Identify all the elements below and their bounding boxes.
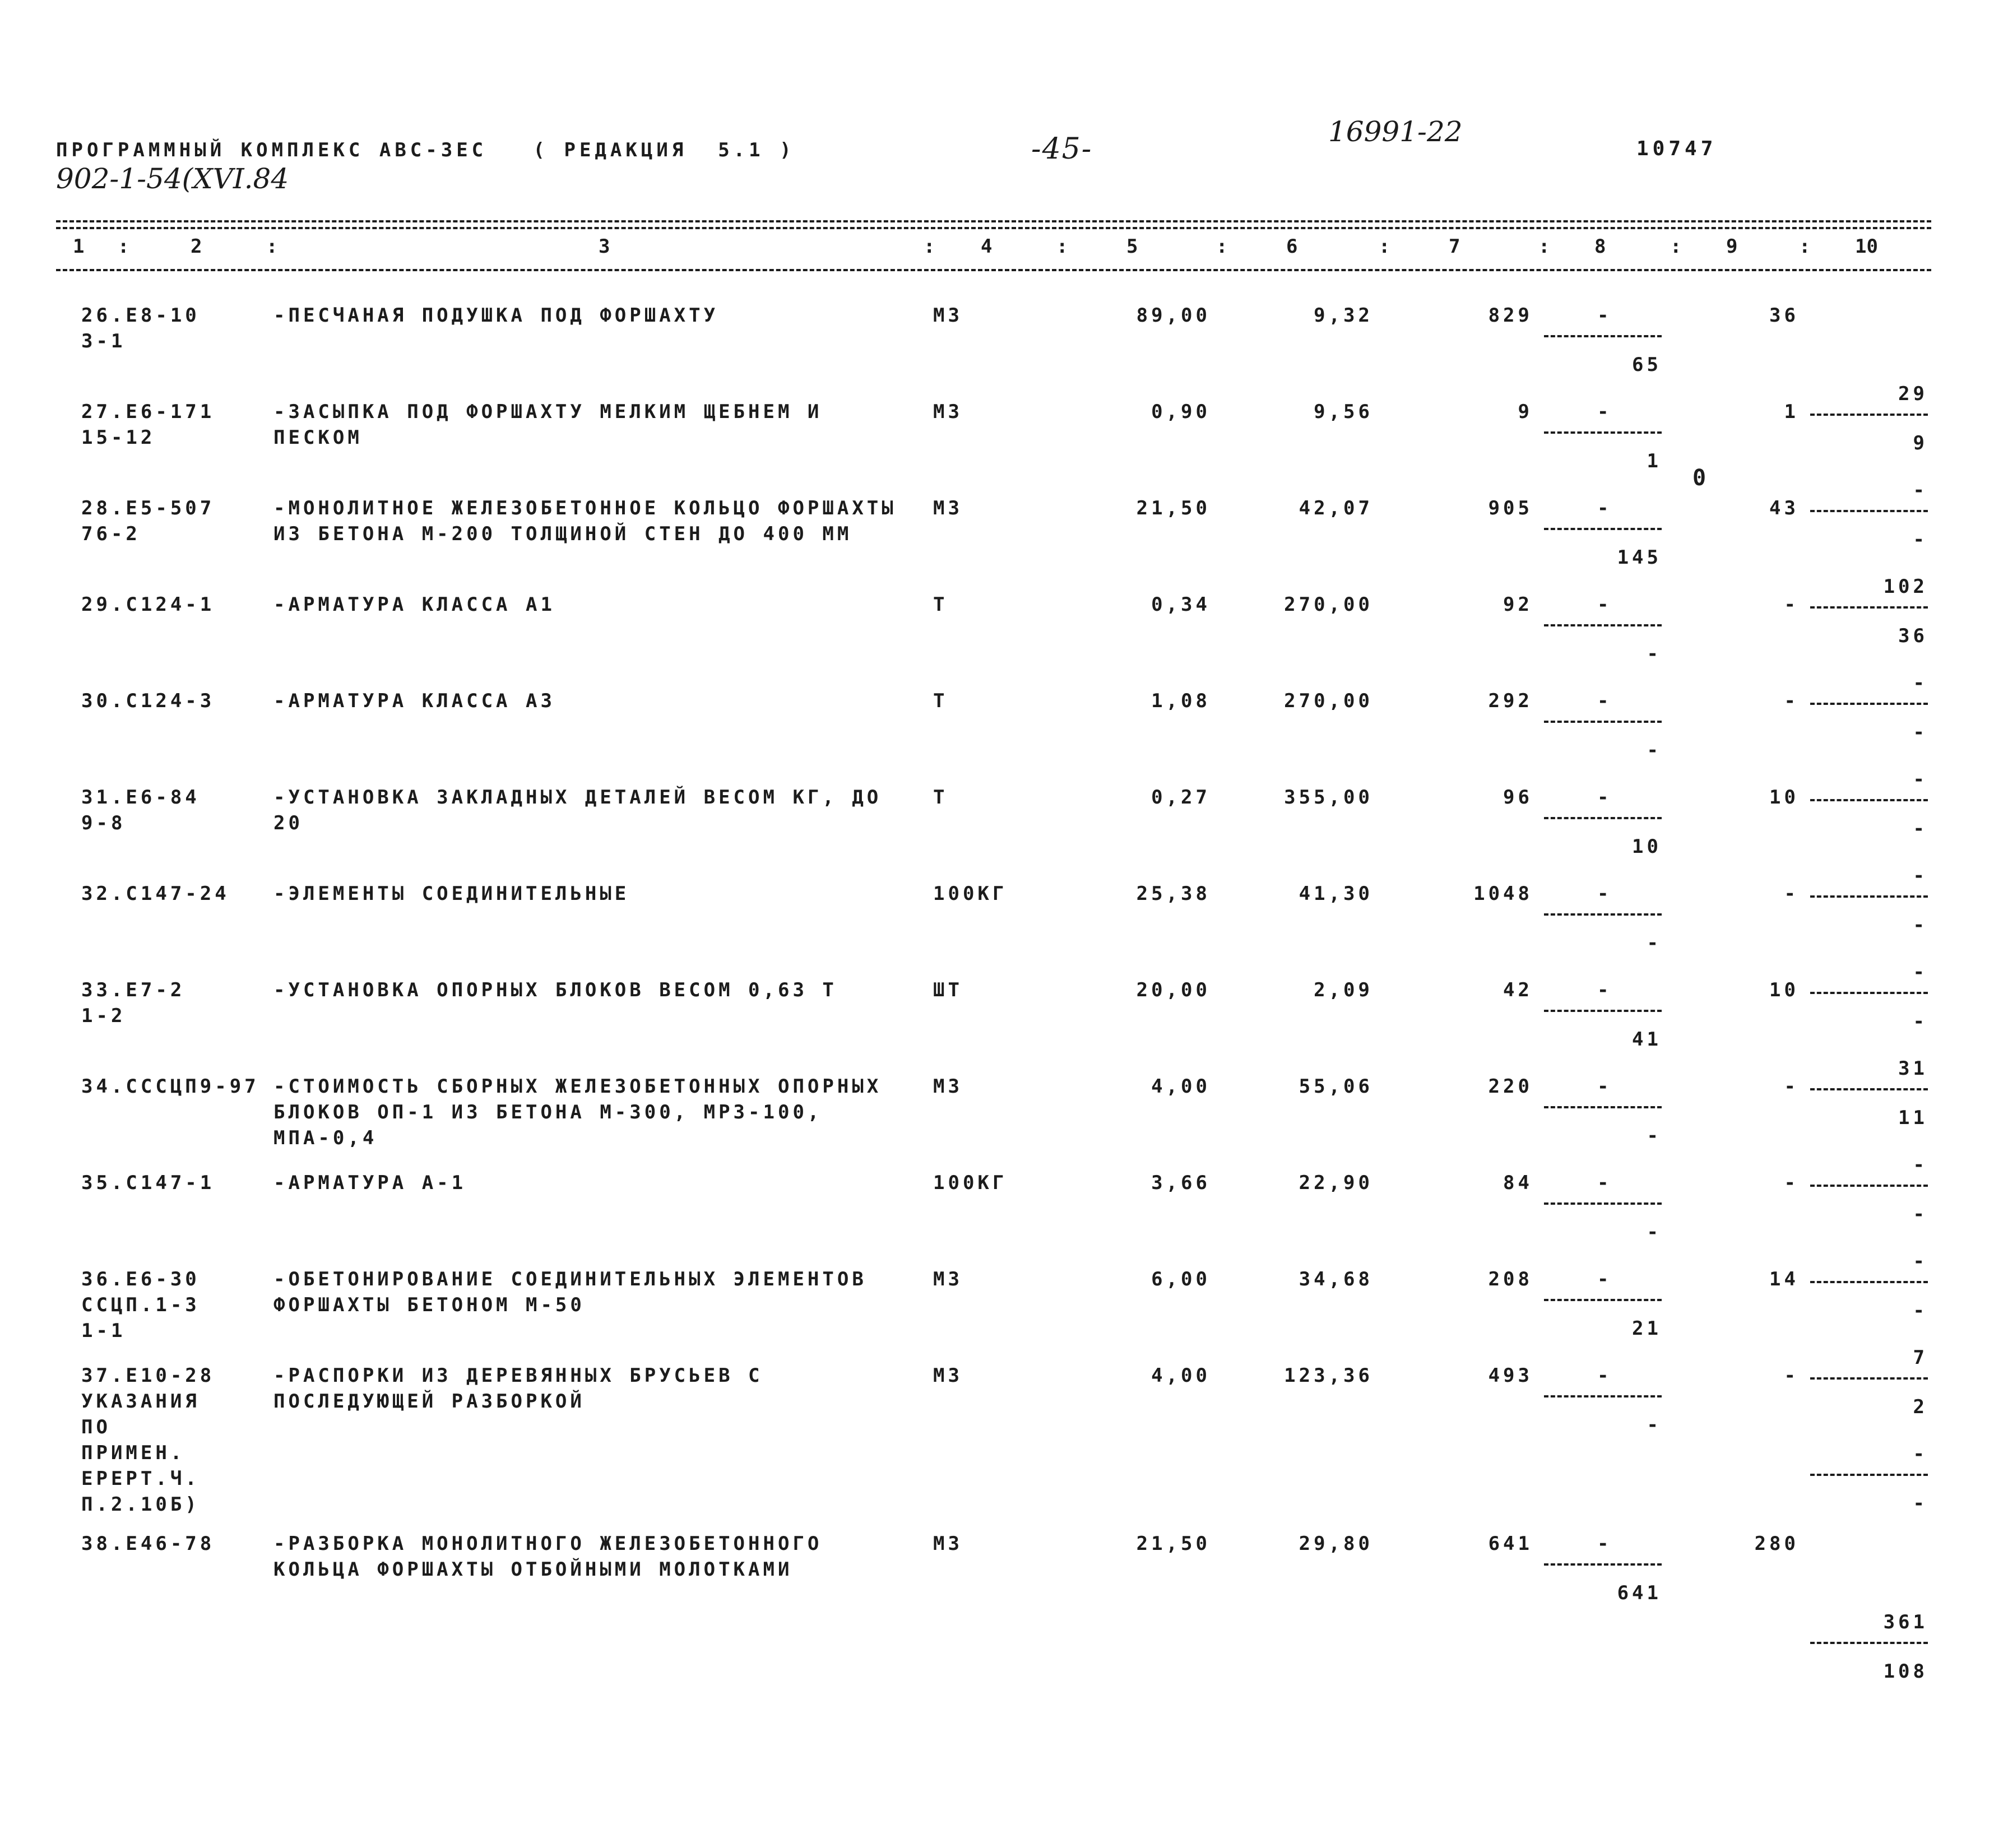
column-9-value: -	[1784, 1075, 1799, 1098]
stray-mark: 0	[1692, 465, 1710, 491]
item-code: 35.С147-1	[81, 1172, 215, 1194]
column-number: 8	[1594, 235, 1606, 258]
column-8-fraction	[1544, 977, 1662, 1056]
fraction-line	[1544, 624, 1662, 626]
column-8-bottom: 641	[1617, 1582, 1662, 1604]
column-10-top: -	[1913, 865, 1928, 887]
column-10-bottom: 36	[1898, 625, 1928, 647]
column-8-top: -	[1597, 1533, 1612, 1555]
item-total: 493	[1488, 1364, 1533, 1387]
item-code: 30.С124-3	[81, 690, 215, 712]
item-description: -ЭЛЕМЕНТЫ СОЕДИНИТЕЛЬНЫЕ	[273, 883, 630, 905]
column-8-bottom: -	[1647, 1125, 1662, 1147]
column-separator: :	[266, 235, 278, 258]
item-code: 37.Е10-28 УКАЗАНИЯ ПО ПРИМЕН. ЕРЕРТ.Ч. П.2.10Б)	[81, 1364, 215, 1516]
column-9-value: -	[1784, 1364, 1799, 1387]
column-8-top: -	[1597, 593, 1612, 616]
handwritten-project-code: 902-1-54(XVI.84	[56, 162, 289, 195]
fraction-line	[1544, 817, 1662, 819]
column-8-bottom: 10	[1632, 835, 1662, 858]
column-separator: :	[1379, 235, 1390, 258]
column-10-bottom: -	[1913, 818, 1928, 840]
item-total: 292	[1488, 690, 1533, 712]
item-code: 33.Е7-2 1-2	[81, 979, 186, 1027]
item-description: -ПЕСЧАНАЯ ПОДУШКА ПОД ФОРШАХТУ	[273, 304, 719, 327]
item-unit: М3	[933, 497, 963, 519]
fraction-line	[1544, 1395, 1662, 1397]
column-10-bottom: -	[1913, 914, 1928, 936]
item-unit-price: 9,56	[1314, 401, 1373, 423]
item-total: 9	[1518, 401, 1533, 423]
column-10-bottom: -	[1913, 1010, 1928, 1033]
item-description: -УСТАНОВКА ОПОРНЫХ БЛОКОВ ВЕСОМ 0,63 Т	[273, 979, 837, 1001]
item-quantity: 89,00	[1136, 304, 1211, 327]
column-8-fraction	[1544, 1266, 1662, 1345]
column-8-bottom: 21	[1632, 1317, 1662, 1340]
column-10-top: 361	[1883, 1611, 1928, 1633]
column-8-fraction	[1544, 1363, 1662, 1441]
fraction-line	[1544, 721, 1662, 723]
column-10-top: -	[1913, 479, 1928, 502]
column-10-bottom: 9	[1913, 432, 1928, 454]
column-8-fraction	[1544, 1531, 1662, 1609]
column-separator: :	[924, 235, 935, 258]
column-separator: :	[1056, 235, 1068, 258]
item-total: 1048	[1473, 883, 1533, 905]
column-8-fraction	[1544, 784, 1662, 863]
item-unit-price: 355,00	[1284, 786, 1373, 809]
column-9-value: 36	[1769, 304, 1799, 327]
item-description: -ЗАСЫПКА ПОД ФОРШАХТУ МЕЛКИМ ЩЕБНЕМ И ПЕСКОМ	[273, 401, 823, 449]
column-8-bottom: -	[1647, 1414, 1662, 1436]
item-unit-price: 55,06	[1299, 1075, 1373, 1098]
column-number: 1	[73, 235, 85, 258]
item-description: -УСТАНОВКА ЗАКЛАДНЫХ ДЕТАЛЕЙ ВЕСОМ КГ, ДО 20	[273, 786, 882, 834]
table-row	[0, 1531, 1994, 1683]
column-number: 4	[981, 235, 993, 258]
column-8-bottom: -	[1647, 739, 1662, 762]
column-9-value: 14	[1769, 1268, 1799, 1290]
column-8-bottom: 145	[1617, 546, 1662, 569]
item-quantity: 4,00	[1151, 1364, 1211, 1387]
column-separator: :	[1538, 235, 1550, 258]
item-unit: Т	[933, 690, 948, 712]
fraction-line	[1544, 1106, 1662, 1108]
column-9-value: -	[1784, 883, 1799, 905]
item-unit: М3	[933, 1268, 963, 1290]
column-8-fraction	[1544, 1170, 1662, 1248]
header-rule-top-2	[56, 227, 1931, 229]
item-total: 220	[1488, 1075, 1533, 1098]
item-unit: Т	[933, 593, 948, 616]
item-description: -АРМАТУРА КЛАССА А1	[273, 593, 555, 616]
item-unit-price: 29,80	[1299, 1533, 1373, 1555]
item-unit: ШТ	[933, 979, 963, 1001]
column-10-top: -	[1913, 1443, 1928, 1465]
item-code: 27.Е6-171 15-12	[81, 401, 215, 449]
item-unit: М3	[933, 1533, 963, 1555]
header-rule-bottom	[56, 269, 1931, 271]
table-row	[0, 1363, 1994, 1531]
column-9-value: -	[1784, 1172, 1799, 1194]
column-10-top: 31	[1898, 1057, 1928, 1080]
item-quantity: 1,08	[1151, 690, 1211, 712]
column-10-top: -	[1913, 961, 1928, 983]
item-quantity: 25,38	[1136, 883, 1211, 905]
fraction-line	[1544, 913, 1662, 916]
column-10-top: 102	[1883, 575, 1928, 598]
fraction-line	[1544, 431, 1662, 434]
column-separator: :	[1670, 235, 1682, 258]
item-code: 26.Е8-10 3-1	[81, 304, 200, 352]
item-unit: 100КГ	[933, 1172, 1008, 1194]
column-9-value: 280	[1754, 1533, 1799, 1555]
column-9-value: -	[1784, 690, 1799, 712]
item-quantity: 20,00	[1136, 979, 1211, 1001]
item-code: 28.Е5-507 76-2	[81, 497, 215, 545]
column-8-fraction	[1544, 303, 1662, 381]
column-9-value: -	[1784, 593, 1799, 616]
column-10-bottom: -	[1913, 1492, 1928, 1515]
item-description: -ОБЕТОНИРОВАНИЕ СОЕДИНИТЕЛЬНЫХ ЭЛЕМЕНТОВ ФОРШАХТЫ БЕТОНОМ М-50	[273, 1268, 867, 1316]
item-total: 42	[1503, 979, 1533, 1001]
column-8-top: -	[1597, 883, 1612, 905]
document-number: 10747	[1636, 137, 1717, 160]
column-10-bottom: -	[1913, 1299, 1928, 1322]
item-quantity: 0,90	[1151, 401, 1211, 423]
column-number: 10	[1855, 235, 1878, 258]
column-10-bottom: -	[1913, 528, 1928, 551]
item-unit: М3	[933, 304, 963, 327]
column-10-bottom: -	[1913, 1203, 1928, 1225]
column-8-bottom: 1	[1647, 450, 1662, 472]
column-8-fraction	[1544, 399, 1662, 477]
column-number: 5	[1126, 235, 1138, 258]
item-code: 36.Е6-30 ССЦП.1-3 1-1	[81, 1268, 200, 1342]
column-10-top: -	[1913, 1154, 1928, 1176]
column-8-fraction	[1544, 1074, 1662, 1152]
fraction-line	[1810, 1474, 1928, 1476]
item-unit-price: 34,68	[1299, 1268, 1373, 1290]
column-10-top: -	[1913, 672, 1928, 694]
column-10-fraction	[1810, 1441, 1928, 1520]
item-quantity: 3,66	[1151, 1172, 1211, 1194]
item-unit-price: 270,00	[1284, 690, 1373, 712]
fraction-line	[1544, 1299, 1662, 1301]
column-number: 9	[1726, 235, 1738, 258]
handwritten-document-code: 16991-22	[1328, 115, 1463, 148]
item-code: 29.С124-1	[81, 593, 215, 616]
item-quantity: 21,50	[1136, 1533, 1211, 1555]
item-total: 208	[1488, 1268, 1533, 1290]
item-description: -АРМАТУРА КЛАССА А3	[273, 690, 555, 712]
column-8-fraction	[1544, 688, 1662, 767]
item-total: 92	[1503, 593, 1533, 616]
header-rule-top	[56, 220, 1931, 222]
column-number: 2	[191, 235, 202, 258]
item-total: 829	[1488, 304, 1533, 327]
item-unit-price: 123,36	[1284, 1364, 1373, 1387]
column-10-top: -	[1913, 1250, 1928, 1273]
column-8-top: -	[1597, 690, 1612, 712]
item-unit-price: 42,07	[1299, 497, 1373, 519]
column-8-bottom: 65	[1632, 354, 1662, 376]
item-code: 34.СССЦП9-97	[81, 1075, 259, 1098]
page-number: -45-	[1031, 132, 1093, 166]
item-total: 905	[1488, 497, 1533, 519]
column-10-bottom: 108	[1883, 1660, 1928, 1683]
item-description: -РАСПОРКИ ИЗ ДЕРЕВЯННЫХ БРУСЬЕВ С ПОСЛЕДУЮЩЕЙ РАЗБОРКОЙ	[273, 1364, 763, 1413]
item-unit-price: 9,32	[1314, 304, 1373, 327]
column-9-value: 43	[1769, 497, 1799, 519]
item-quantity: 0,34	[1151, 593, 1211, 616]
item-description: -РАЗБОРКА МОНОЛИТНОГО ЖЕЛЕЗОБЕТОННОГО КОЛЬЦА ФОРШАХТЫ ОТБОЙНЫМИ МОЛОТКАМИ	[273, 1533, 823, 1581]
column-8-top: -	[1597, 786, 1612, 809]
item-total: 641	[1488, 1533, 1533, 1555]
column-number: 7	[1449, 235, 1460, 258]
estimate-table	[0, 303, 1994, 1683]
column-8-bottom: -	[1647, 643, 1662, 665]
item-quantity: 0,27	[1151, 786, 1211, 809]
column-8-top: -	[1597, 304, 1612, 327]
column-8-bottom: -	[1647, 932, 1662, 954]
column-8-top: -	[1597, 1364, 1612, 1387]
item-unit-price: 41,30	[1299, 883, 1373, 905]
item-unit: М3	[933, 1364, 963, 1387]
column-separator: :	[1216, 235, 1228, 258]
column-8-top: -	[1597, 979, 1612, 1001]
item-code: 31.Е6-84 9-8	[81, 786, 200, 834]
fraction-line	[1544, 528, 1662, 530]
column-number-row	[0, 235, 1994, 263]
column-10-top: -	[1913, 768, 1928, 791]
column-8-top: -	[1597, 401, 1612, 423]
item-code: 38.Е46-78	[81, 1533, 215, 1555]
column-9-value: 10	[1769, 786, 1799, 809]
column-8-top: -	[1597, 497, 1612, 519]
item-description: -СТОИМОСТЬ СБОРНЫХ ЖЕЛЕЗОБЕТОННЫХ ОПОРНЫХ БЛОКОВ ОП-1 ИЗ БЕТОНА М-300, МРЗ-100, МПА-0,4	[273, 1075, 882, 1149]
item-unit: М3	[933, 401, 963, 423]
column-8-fraction	[1544, 495, 1662, 574]
item-description: -МОНОЛИТНОЕ ЖЕЛЕЗОБЕТОННОЕ КОЛЬЦО ФОРШАХТЫ ИЗ БЕТОНА М-200 ТОЛЩИНОЙ СТЕН ДО 400 ММ	[273, 497, 897, 545]
column-8-top: -	[1597, 1172, 1612, 1194]
item-quantity: 6,00	[1151, 1268, 1211, 1290]
fraction-line	[1544, 1563, 1662, 1566]
item-quantity: 21,50	[1136, 497, 1211, 519]
column-10-fraction	[1810, 1609, 1928, 1688]
column-8-bottom: 41	[1632, 1028, 1662, 1051]
item-unit-price: 270,00	[1284, 593, 1373, 616]
item-unit-price: 2,09	[1314, 979, 1373, 1001]
column-10-bottom: -	[1913, 721, 1928, 744]
column-8-top: -	[1597, 1075, 1612, 1098]
item-total: 96	[1503, 786, 1533, 809]
column-8-top: -	[1597, 1268, 1612, 1290]
item-quantity: 4,00	[1151, 1075, 1211, 1098]
column-number: 3	[599, 235, 610, 258]
column-10-top: 29	[1898, 383, 1928, 405]
fraction-line	[1544, 1010, 1662, 1012]
column-9-value: 10	[1769, 979, 1799, 1001]
column-8-fraction	[1544, 592, 1662, 670]
column-10-bottom: 11	[1898, 1107, 1928, 1129]
column-separator: :	[118, 235, 129, 258]
item-unit: М3	[933, 1075, 963, 1098]
item-unit: Т	[933, 786, 948, 809]
item-total: 84	[1503, 1172, 1533, 1194]
item-unit: 100КГ	[933, 883, 1008, 905]
fraction-line	[1544, 1202, 1662, 1205]
column-number: 6	[1286, 235, 1298, 258]
program-title: ПРОГРАММНЫЙ КОМПЛЕКС АВС-3ЕС ( РЕДАКЦИЯ 5.1 )	[56, 139, 795, 161]
column-10-bottom: 2	[1913, 1396, 1928, 1418]
item-code: 32.С147-24	[81, 883, 230, 905]
column-8-fraction	[1544, 881, 1662, 959]
column-9-value: 1	[1784, 401, 1799, 423]
item-unit-price: 22,90	[1299, 1172, 1373, 1194]
column-separator: :	[1799, 235, 1811, 258]
column-10-top: 7	[1913, 1346, 1928, 1369]
fraction-line	[1810, 1642, 1928, 1644]
fraction-line	[1544, 335, 1662, 337]
column-8-bottom: -	[1647, 1221, 1662, 1243]
item-description: -АРМАТУРА А-1	[273, 1172, 467, 1194]
